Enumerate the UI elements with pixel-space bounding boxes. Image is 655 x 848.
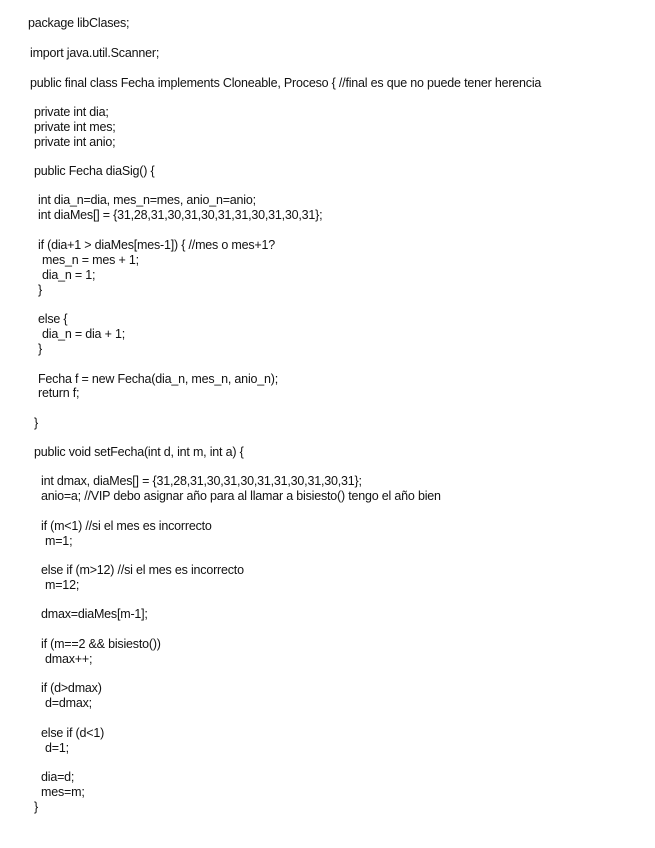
code-line: Fecha f = new Fecha(dia_n, mes_n, anio_n); bbox=[38, 372, 279, 386]
code-line: public Fecha diaSig() { bbox=[34, 164, 155, 178]
code-line: } bbox=[38, 283, 42, 297]
code-line: } bbox=[38, 342, 42, 356]
code-line: dia_n = dia + 1; bbox=[42, 327, 125, 341]
code-line: else if (d<1) bbox=[41, 726, 105, 740]
code-line: if (d>dmax) bbox=[41, 681, 102, 695]
code-line: int diaMes[] = {31,28,31,30,31,30,31,31,30,31,30,31}; bbox=[38, 208, 323, 222]
code-line: dmax++; bbox=[45, 652, 93, 666]
code-line: dia_n = 1; bbox=[42, 268, 96, 282]
code-line: mes_n = mes + 1; bbox=[42, 253, 139, 267]
code-line: d=1; bbox=[45, 741, 69, 755]
code-line: return f; bbox=[38, 386, 80, 400]
code-line: private int mes; bbox=[34, 120, 116, 134]
code-line: m=12; bbox=[45, 578, 80, 592]
code-line: anio=a; //VIP debo asignar año para al llamar a bisiesto() tengo el año bien bbox=[41, 489, 441, 503]
code-line: m=1; bbox=[45, 534, 73, 548]
code-line: private int dia; bbox=[34, 105, 109, 119]
code-line: if (m<1) //si el mes es incorrecto bbox=[41, 519, 212, 533]
code-line: else { bbox=[38, 312, 68, 326]
code-line: d=dmax; bbox=[45, 696, 92, 710]
code-line: public final class Fecha implements Cloneable, Proceso { //final es que no puede tener herencia bbox=[30, 76, 542, 90]
code-line: public void setFecha(int d, int m, int a) { bbox=[34, 445, 244, 459]
code-line: if (m==2 && bisiesto()) bbox=[41, 637, 161, 651]
code-line: if (dia+1 > diaMes[mes-1]) { //mes o mes+1? bbox=[38, 238, 275, 252]
code-line: dmax=diaMes[m-1]; bbox=[41, 607, 148, 621]
code-line: mes=m; bbox=[41, 785, 85, 799]
code-line: private int anio; bbox=[34, 135, 116, 149]
code-line: int dia_n=dia, mes_n=mes, anio_n=anio; bbox=[38, 193, 256, 207]
code-line: import java.util.Scanner; bbox=[30, 46, 160, 60]
code-line: int dmax, diaMes[] = {31,28,31,30,31,30,31,31,30,31,30,31}; bbox=[41, 474, 362, 488]
code-line: } bbox=[34, 416, 38, 430]
code-line: dia=d; bbox=[41, 770, 75, 784]
code-line: } bbox=[34, 800, 38, 814]
code-line: else if (m>12) //si el mes es incorrecto bbox=[41, 563, 244, 577]
code-line: package libClases; bbox=[28, 16, 130, 30]
